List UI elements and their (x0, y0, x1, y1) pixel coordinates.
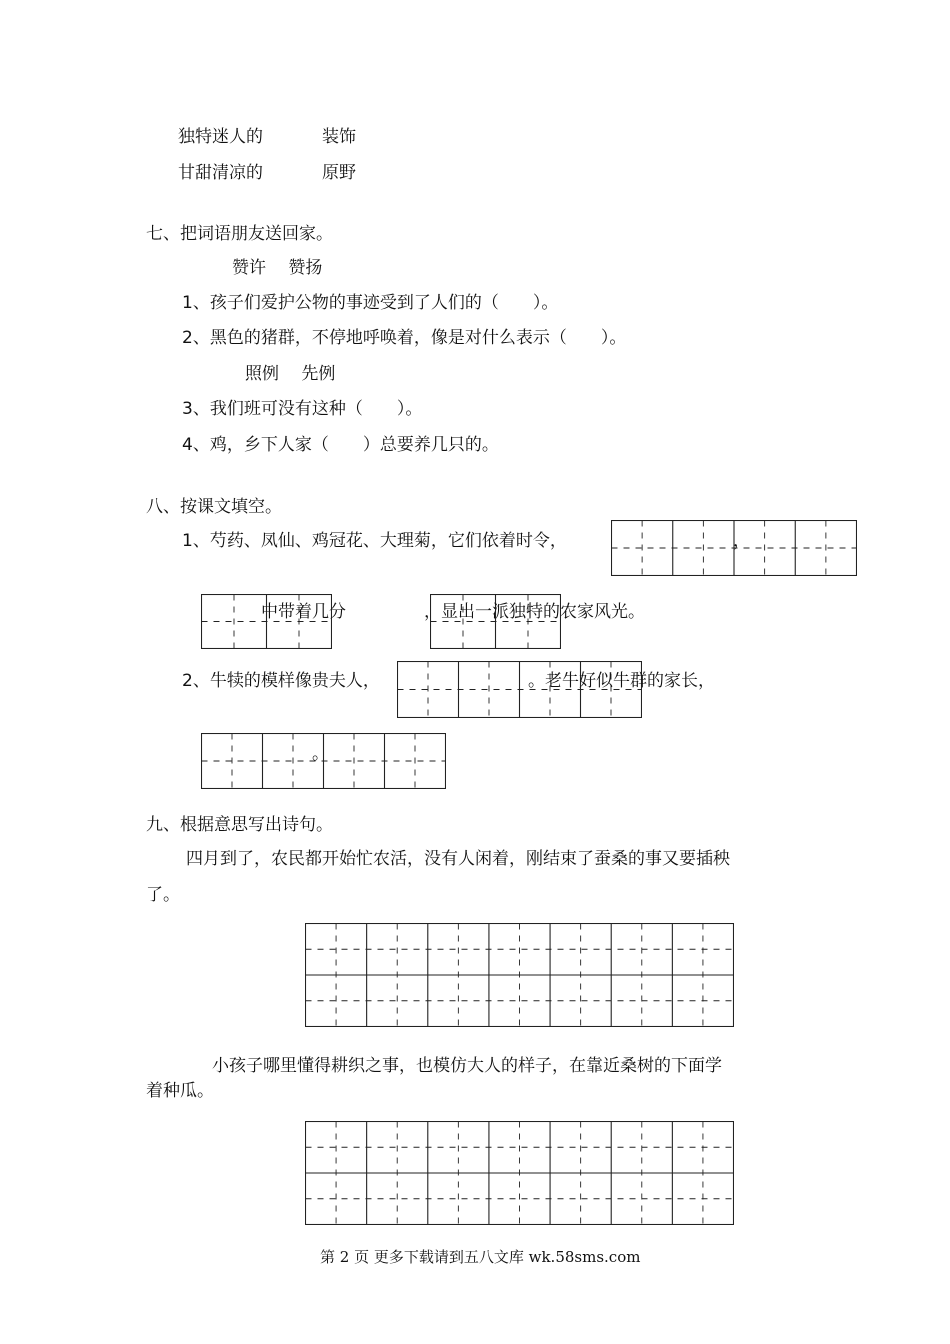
section8-q1-prefix: 1、芍药、凤仙、鸡冠花、大理菊，它们依着时令， (182, 531, 567, 551)
q2-period: 。 (312, 744, 329, 764)
pair-right-1: 装饰 (322, 127, 356, 147)
answer-grid-9-2[interactable] (305, 1121, 734, 1225)
section7-q4: 4、鸡，乡下人家（ ）总要养几只的。 (182, 435, 499, 455)
pair-right-2: 原野 (322, 163, 356, 183)
section8-q1-mid: 中带着几分 (261, 602, 346, 622)
page-footer: 第 2 页 更多下载请到五八文库 wk.58sms.com (320, 1248, 641, 1266)
section9-p1-line2: 了。 (146, 885, 180, 905)
pair-left-1: 独特迷人的 (178, 127, 263, 147)
q1-comma: ， (733, 531, 750, 551)
pair-left-2: 甘甜清凉的 (178, 163, 263, 183)
section8-q1-end: 显出一派独特的农家风光。 (441, 602, 645, 622)
section9-p2-line2: 着种瓜。 (146, 1081, 214, 1101)
section7-words2: 照例 先例 (245, 364, 336, 384)
answer-grid-9-1[interactable] (305, 923, 734, 1027)
section7-q3: 3、我们班可没有这种（ ）。 (182, 399, 423, 419)
grid-svg (305, 923, 734, 1027)
section7-words1: 赞许 赞扬 (232, 258, 323, 278)
section9-p1-line1: 四月到了，农民都开始忙农活，没有人闲着，刚结束了蚕桑的事又要插秧 (186, 849, 730, 869)
section7-q1: 1、孩子们爱护公物的事迹受到了人们的（ ）。 (182, 293, 559, 313)
section9-p2-line1: 小孩子哪里懂得耕织之事，也模仿大人的样子，在靠近桑树的下面学 (212, 1056, 722, 1076)
section8-q2-prefix: 2、牛犊的模样像贵夫人， (182, 671, 380, 691)
section7-title: 七、把词语朋友送回家。 (146, 224, 333, 244)
q1-comma2: ， (424, 602, 441, 622)
section8-title: 八、按课文填空。 (146, 497, 282, 517)
section8-q2-end: 。老牛好似牛群的家长， (528, 671, 715, 691)
section9-title: 九、根据意思写出诗句。 (146, 815, 333, 835)
section7-q2: 2、黑色的猪群，不停地呼唤着，像是对什么表示（ ）。 (182, 328, 627, 348)
grid-svg (305, 1121, 734, 1225)
